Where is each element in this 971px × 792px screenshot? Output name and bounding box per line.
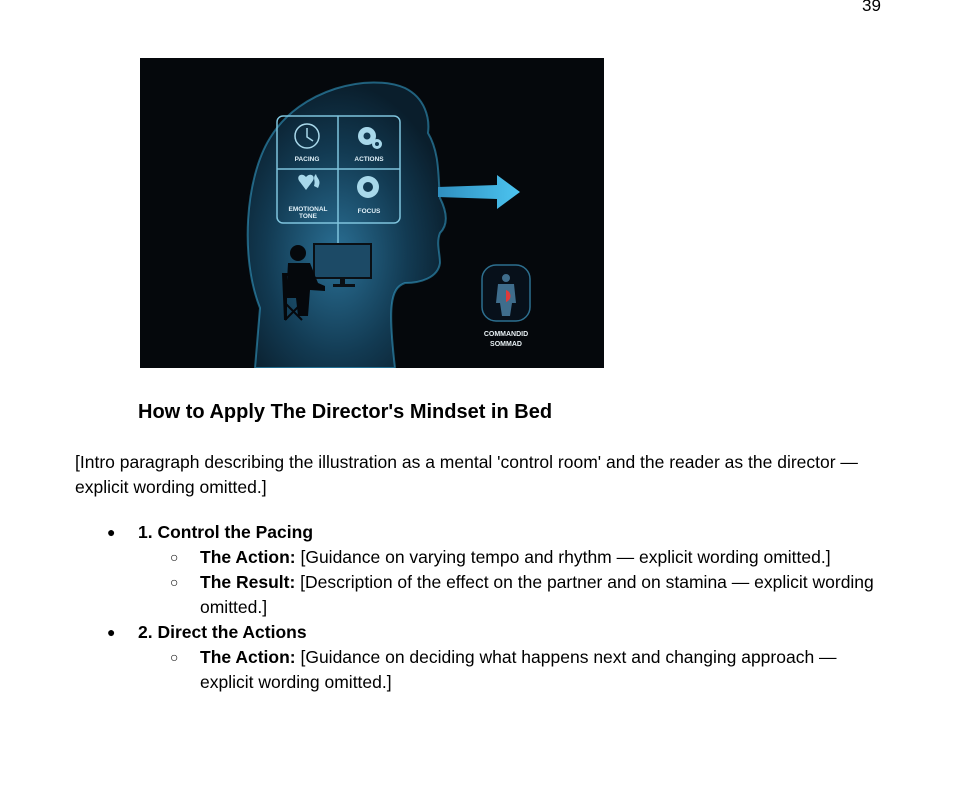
- bullet-filled-icon: ●: [107, 624, 116, 640]
- section-title: How to Apply The Director's Mindset in Bed: [138, 401, 553, 423]
- subitem-text: [Guidance on deciding what happens next and changing approach — explicit wording omitted.]: [200, 647, 837, 692]
- badge-label-line2: SOMMAD: [490, 341, 522, 348]
- list-heading-text: 1. Control the Pacing: [138, 522, 314, 542]
- list-subitem: [75, 570, 890, 620]
- panel-label-pacing: PACING: [294, 156, 320, 163]
- bullet-hollow-icon: ○: [170, 649, 179, 665]
- subitem-label: The Action:: [200, 547, 296, 567]
- director-mindset-illustration: [140, 58, 604, 368]
- panel-label-focus: FOCUS: [357, 208, 381, 215]
- body-badge-icon: [482, 265, 530, 321]
- badge-label-line1: COMMANDID: [483, 331, 529, 338]
- bullet-filled-icon: ●: [107, 524, 116, 540]
- panel-label-emotional: EMOTIONAL: [288, 206, 328, 213]
- subitem-label: The Result:: [200, 572, 296, 592]
- subitem-text: [Guidance on varying tempo and rhythm — explicit wording omitted.]: [300, 547, 831, 567]
- panel-label-tone: TONE: [299, 213, 317, 220]
- bullet-hollow-icon: ○: [170, 574, 179, 590]
- subitem-label: The Action:: [200, 647, 296, 667]
- aperture-icon: [357, 176, 379, 198]
- list-item-heading: [75, 620, 895, 645]
- intro-paragraph: [Intro paragraph describing the illustration as a mental 'control room' and the reader as the director — explicit wording omitted.]: [75, 452, 858, 497]
- page-number: 39: [862, 0, 881, 15]
- bullet-hollow-icon: ○: [170, 549, 179, 565]
- list-subitem: [75, 645, 890, 695]
- technique-list: [75, 520, 895, 695]
- list-item-heading: [75, 520, 895, 545]
- panel-label-actions: ACTIONS: [354, 156, 384, 163]
- list-heading-text: 2. Direct the Actions: [138, 622, 307, 642]
- list-subitem: [75, 545, 890, 570]
- subitem-text: [Description of the effect on the partner and on stamina — explicit wording omitted.]: [200, 572, 874, 617]
